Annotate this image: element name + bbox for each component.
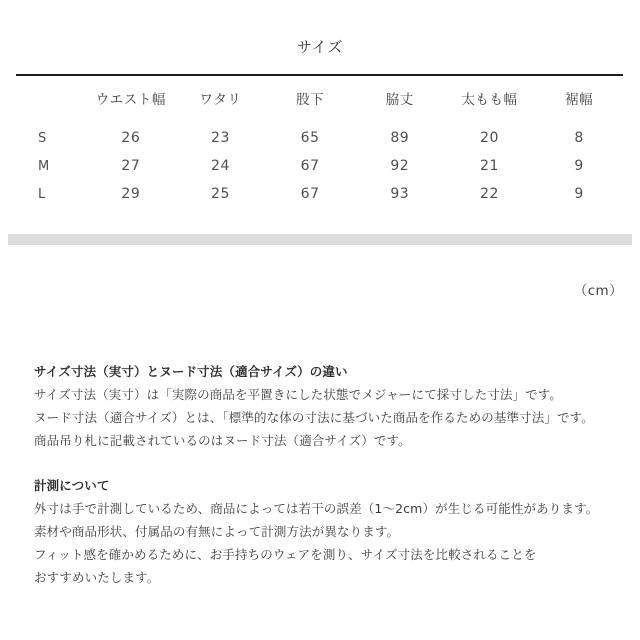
cell-waist: 27	[121, 158, 141, 174]
row-size-label: L	[38, 186, 46, 202]
size-table-block	[0, 0, 640, 299]
cell-inseam: 67	[300, 158, 320, 174]
cell-waist: 29	[121, 186, 141, 202]
cell-waist: 26	[121, 130, 141, 146]
note-line: 素材や商品形状、付属品の有無によって計測方法が異なります。	[34, 524, 400, 539]
size-table-head	[16, 76, 624, 120]
cell-thigh: 20	[479, 130, 499, 146]
cell-hem: 9	[574, 186, 584, 202]
note-heading: 計測について	[34, 478, 110, 493]
cell-side-length: 89	[390, 130, 410, 146]
note-line: フィット感を確かめるために、お手持ちのウェアを測り、サイズ寸法を比較されることを	[34, 547, 537, 562]
column-header-side-length: 脇丈	[385, 92, 414, 108]
notes-section	[34, 360, 622, 589]
note-block-measurement	[34, 474, 622, 589]
table-header-row	[16, 76, 624, 120]
cell-inseam: 65	[300, 130, 320, 146]
cell-side-length: 92	[390, 158, 410, 174]
cell-hem: 8	[574, 130, 584, 146]
column-header-waist: ウエスト幅	[95, 92, 166, 108]
cell-thigh: 22	[479, 186, 499, 202]
note-line: おすすめいたします。	[34, 570, 160, 585]
note-line: ヌード寸法（適合サイズ）とは、「標準的な体の寸法に基づいた商品を作るための基準寸法」です。	[34, 410, 594, 425]
table-corner-header	[16, 76, 86, 120]
cell-hem: 9	[574, 158, 584, 174]
note-heading: サイズ寸法（実寸）とヌード寸法（適合サイズ）の違い	[34, 364, 348, 379]
table-row	[16, 152, 624, 180]
cell-side-length: 93	[390, 186, 410, 202]
cell-thigh: 21	[479, 158, 499, 174]
note-line: サイズ寸法（実寸）は「実際の商品を平置きにした状態でメジャーにて採寸した寸法」です。	[34, 387, 563, 402]
column-header-hem: 裾幅	[565, 92, 594, 108]
column-header-inseam: 股下	[296, 92, 325, 108]
table-row	[16, 120, 624, 152]
row-size-label: M	[38, 158, 50, 174]
table-bottom-band	[8, 234, 632, 245]
cell-watari: 25	[211, 186, 230, 202]
note-line: 商品吊り札に記載されているのはヌード寸法（適合サイズ）です。	[34, 433, 411, 448]
note-line: 外寸は手で計測しているため、商品によっては若干の誤差（1〜2cm）が生じる可能性があります。	[34, 501, 599, 516]
column-header-thigh: 太もも幅	[461, 92, 518, 108]
row-size-label: S	[38, 130, 47, 146]
table-row	[16, 180, 624, 208]
cell-inseam: 67	[300, 186, 320, 202]
unit-label: （cm）	[573, 283, 623, 299]
page-title: サイズ	[296, 38, 344, 56]
note-block-size-definition	[34, 360, 622, 452]
size-table-body	[16, 120, 624, 208]
column-header-watari: ワタリ	[199, 92, 242, 108]
cell-watari: 24	[211, 158, 230, 174]
size-table	[16, 76, 624, 208]
cell-watari: 23	[211, 130, 230, 146]
